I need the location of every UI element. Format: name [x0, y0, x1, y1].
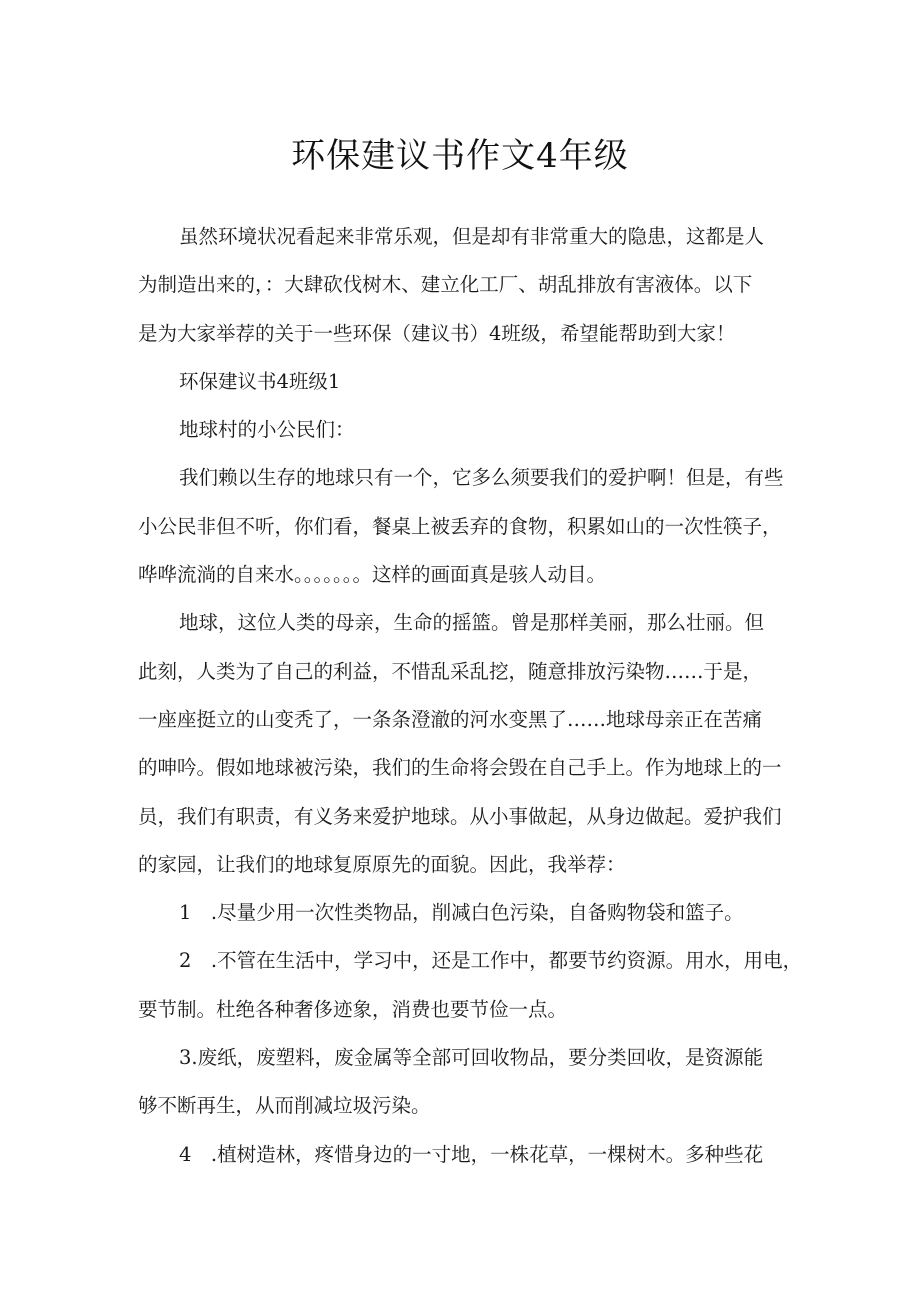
text-line: 哗哗流淌的自来水。。。。。。。这样的画面真是骇人动目。 [138, 563, 607, 587]
text-line: 一座座挺立的山变秃了，一条条澄澈的河水变黑了……地球母亲正在苦痛 [138, 707, 763, 731]
text-line: 是为大家举荐的关于一些环保（建议书）4班级，希望能帮助到大家！ [138, 321, 736, 345]
document-title: 环保建议书作文4年级 [291, 136, 629, 176]
text-line: 1 .尽量少用一次性类物品，削减白色污染，自备购物袋和篮子。 [179, 901, 744, 925]
text-line: 员，我们有职责，有义务来爱护地球。从小事做起，从身边做起。爱护我们 [138, 804, 782, 828]
section-heading [138, 358, 784, 406]
text-line: 3.废纸，废塑料，废金属等全部可回收物品，要分类回收，是资源能 [179, 1046, 764, 1070]
text-line: 我们赖以生存的地球只有一个，它多么须要我们的爱护啊！但是，有些 [179, 466, 784, 490]
suggestion-item-2 [138, 937, 803, 1034]
text-line: 小公民非但不听，你们看，餐桌上被丢弃的食物，积累如山的一次性筷子， [138, 514, 782, 538]
paragraph-intro [138, 213, 784, 358]
suggestion-item-4 [138, 1131, 784, 1179]
text-line: 虽然环境状况看起来非常乐观，但是却有非常重大的隐患，这都是人 [179, 225, 765, 248]
paragraph-one [138, 454, 784, 599]
paragraph-two [138, 599, 784, 889]
text-line: 4 .植树造林，疼惜身边的一寸地，一株花草，一棵树木。多种些花 [179, 1142, 764, 1166]
text-line: 的家园，让我们的地球复原原先的面貌。因此，我举荐： [138, 852, 626, 876]
text-line: 此刻，人类为了自己的利益，不惜乱采乱挖，随意排放污染物……于是， [138, 659, 763, 683]
text-line: 地球，这位人类的母亲，生命的摇篮。曾是那样美丽，那么壮丽。但 [179, 611, 765, 635]
salutation [138, 406, 784, 454]
text-line: 的呻吟。假如地球被污染，我们的生命将会毁在自己手上。作为地球上的一 [138, 756, 782, 780]
text-line: 环保建议书4班级1 [179, 369, 341, 393]
document-body [138, 213, 803, 1179]
text-line: 地球村的小公民们： [179, 418, 355, 442]
text-line: 要节制。杜绝各种奢侈迹象，消费也要节俭一点。 [138, 997, 568, 1021]
suggestion-item-3 [138, 1034, 784, 1131]
suggestion-item-1 [138, 889, 784, 937]
text-line: 2 .不管在生活中，学习中，还是工作中，都要节约资源。用水，用电， [179, 949, 803, 973]
text-line: 够不断再生，从而削减垃圾污染。 [138, 1094, 431, 1118]
text-line: 为制造出来的，：大肆砍伐树木、建立化工厂、胡乱排放有害液体。以下 [138, 273, 753, 297]
